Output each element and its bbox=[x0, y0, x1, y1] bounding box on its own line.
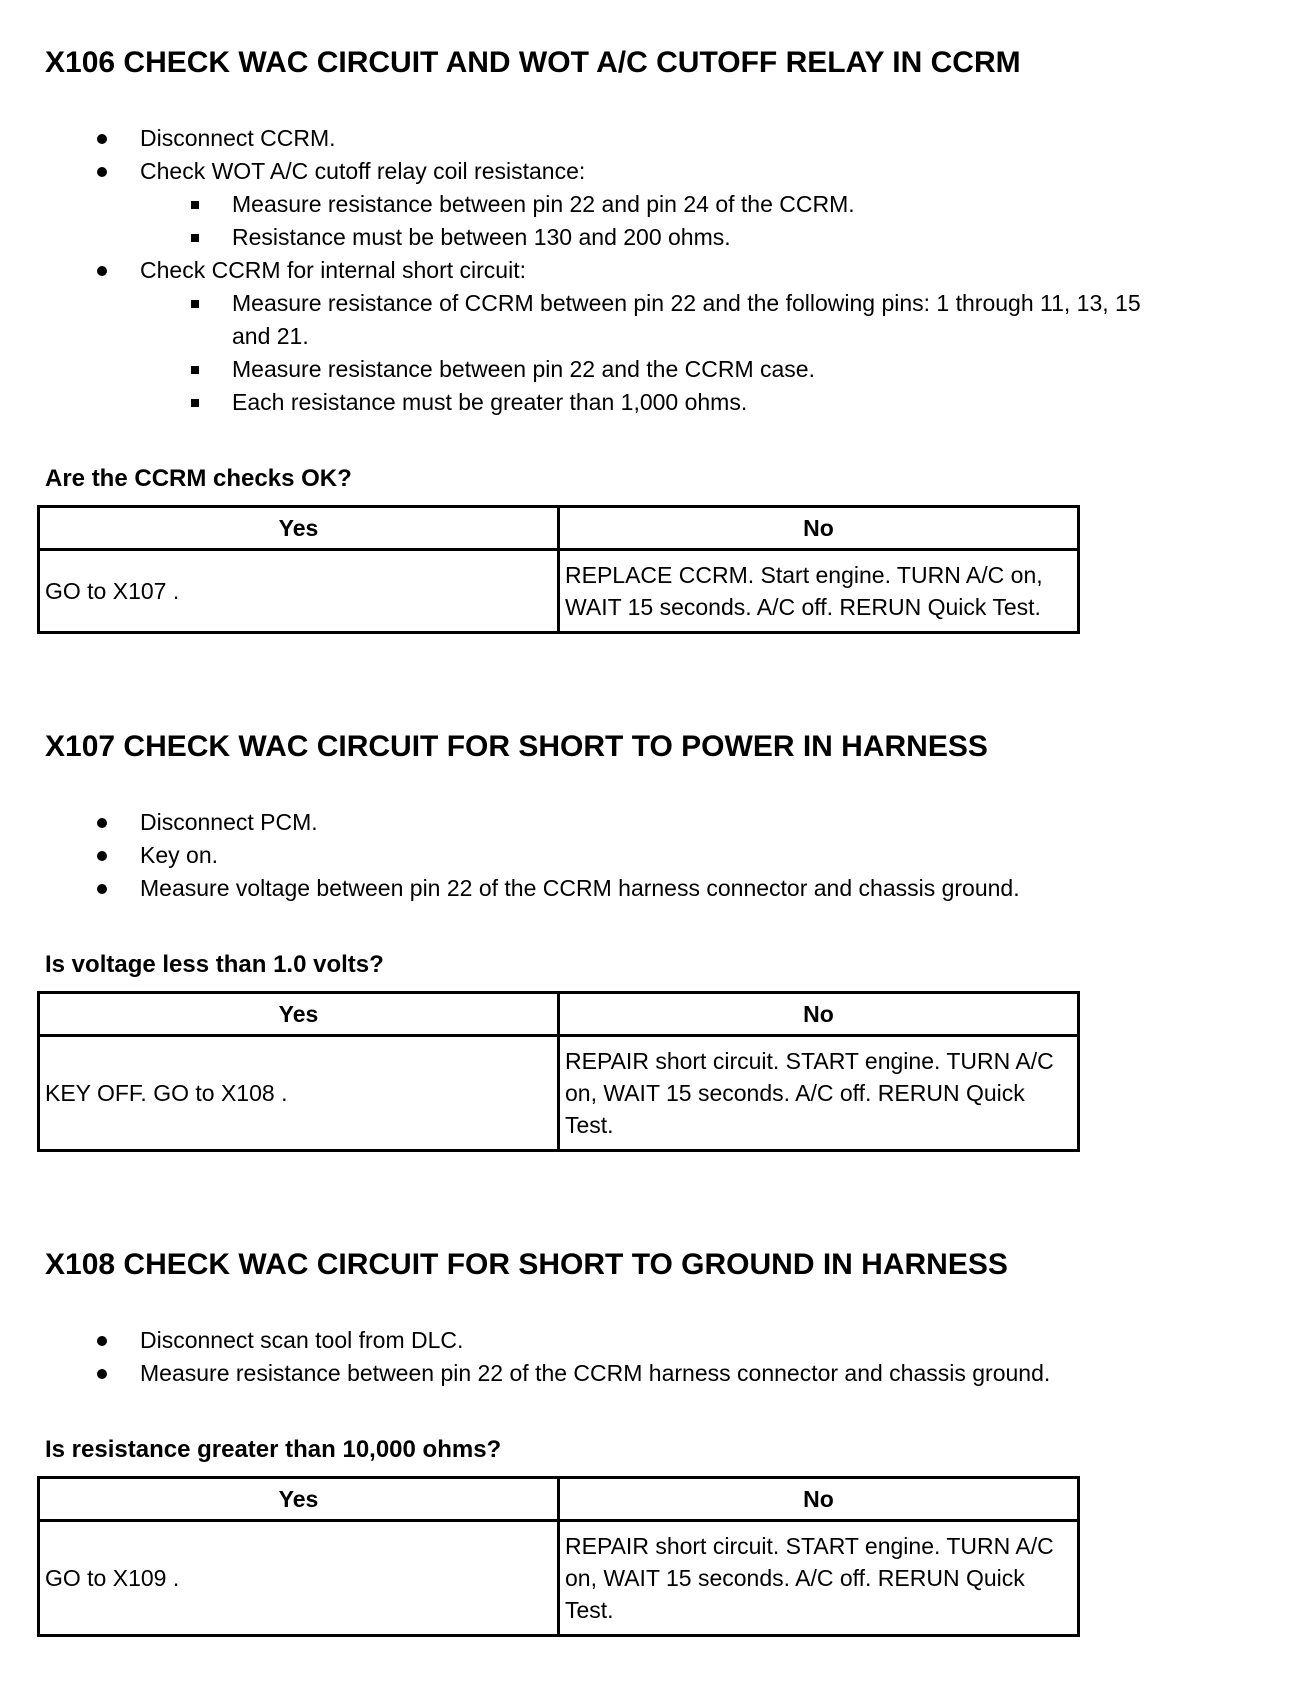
section-x107 bbox=[45, 730, 1312, 1152]
table-header-no: No bbox=[559, 1478, 1079, 1521]
bullet-text: Disconnect scan tool from DLC. bbox=[140, 1327, 464, 1353]
question-x107: Is voltage less than 1.0 volts? bbox=[45, 951, 384, 978]
sub-bullet-item bbox=[45, 287, 1155, 353]
yes-action-cell: GO to X109 . bbox=[39, 1521, 559, 1636]
bullet-item bbox=[45, 872, 1155, 905]
section-title-x107: X107 CHECK WAC CIRCUIT FOR SHORT TO POWER IN HARNESS bbox=[45, 730, 988, 763]
sub-bullet-text: Measure resistance of CCRM between pin 22 and the following pins: 1 through 11, 13, 15 and 21. bbox=[232, 290, 1141, 349]
decision-table-x107 bbox=[37, 991, 1080, 1152]
sub-bullet-text: Measure resistance between pin 22 and the CCRM case. bbox=[232, 356, 815, 382]
no-action-cell: REPAIR short circuit. START engine. TURN A/C on, WAIT 15 seconds. A/C off. RERUN Quick Test. bbox=[559, 1036, 1079, 1151]
sub-bullet-item bbox=[45, 386, 1155, 419]
sub-bullet-item bbox=[45, 353, 1155, 386]
question-x108: Is resistance greater than 10,000 ohms? bbox=[45, 1436, 502, 1463]
decision-table-x106 bbox=[37, 505, 1080, 634]
bullet-list-x108 bbox=[45, 1324, 1155, 1390]
section-title-x106: X106 CHECK WAC CIRCUIT AND WOT A/C CUTOFF RELAY IN CCRM bbox=[45, 46, 1021, 79]
bullet-list-x107 bbox=[45, 806, 1155, 905]
table-row bbox=[39, 550, 1079, 633]
bullet-text: Key on. bbox=[140, 842, 218, 868]
bullet-list-x106 bbox=[45, 122, 1155, 419]
table-row bbox=[39, 1521, 1079, 1636]
bullet-item bbox=[45, 155, 1155, 188]
table-header-row bbox=[39, 993, 1079, 1036]
bullet-item bbox=[45, 122, 1155, 155]
section-title-x108: X108 CHECK WAC CIRCUIT FOR SHORT TO GROUND IN HARNESS bbox=[45, 1248, 1008, 1281]
no-action-cell: REPAIR short circuit. START engine. TURN A/C on, WAIT 15 seconds. A/C off. RERUN Quick Test. bbox=[559, 1521, 1079, 1636]
no-action-cell: REPLACE CCRM. Start engine. TURN A/C on, WAIT 15 seconds. A/C off. RERUN Quick Test. bbox=[559, 550, 1079, 633]
table-header-no: No bbox=[559, 993, 1079, 1036]
sub-bullet-text: Resistance must be between 130 and 200 ohms. bbox=[232, 224, 731, 250]
section-x106 bbox=[45, 46, 1312, 634]
sub-bullet-text: Measure resistance between pin 22 and pin 24 of the CCRM. bbox=[232, 191, 855, 217]
table-header-yes: Yes bbox=[39, 507, 559, 550]
decision-table-x108 bbox=[37, 1476, 1080, 1637]
bullet-text: Disconnect CCRM. bbox=[140, 125, 336, 151]
yes-action-cell: KEY OFF. GO to X108 . bbox=[39, 1036, 559, 1151]
bullet-item bbox=[45, 1357, 1155, 1390]
table-header-yes: Yes bbox=[39, 993, 559, 1036]
yes-action-cell: GO to X107 . bbox=[39, 550, 559, 633]
bullet-item bbox=[45, 254, 1155, 287]
bullet-text: Measure resistance between pin 22 of the CCRM harness connector and chassis ground. bbox=[140, 1360, 1051, 1386]
bullet-item bbox=[45, 806, 1155, 839]
bullet-text: Measure voltage between pin 22 of the CCRM harness connector and chassis ground. bbox=[140, 875, 1020, 901]
sub-bullet-item bbox=[45, 188, 1155, 221]
bullet-text: Check CCRM for internal short circuit: bbox=[140, 257, 526, 283]
table-row bbox=[39, 1036, 1079, 1151]
bullet-item bbox=[45, 839, 1155, 872]
question-x106: Are the CCRM checks OK? bbox=[45, 465, 352, 492]
table-header-row bbox=[39, 1478, 1079, 1521]
table-header-yes: Yes bbox=[39, 1478, 559, 1521]
table-header-no: No bbox=[559, 507, 1079, 550]
bullet-item bbox=[45, 1324, 1155, 1357]
table-header-row bbox=[39, 507, 1079, 550]
bullet-text: Check WOT A/C cutoff relay coil resistance: bbox=[140, 158, 586, 184]
sub-bullet-text: Each resistance must be greater than 1,000 ohms. bbox=[232, 389, 748, 415]
section-x108 bbox=[45, 1248, 1312, 1637]
sub-bullet-item bbox=[45, 221, 1155, 254]
bullet-text: Disconnect PCM. bbox=[140, 809, 318, 835]
